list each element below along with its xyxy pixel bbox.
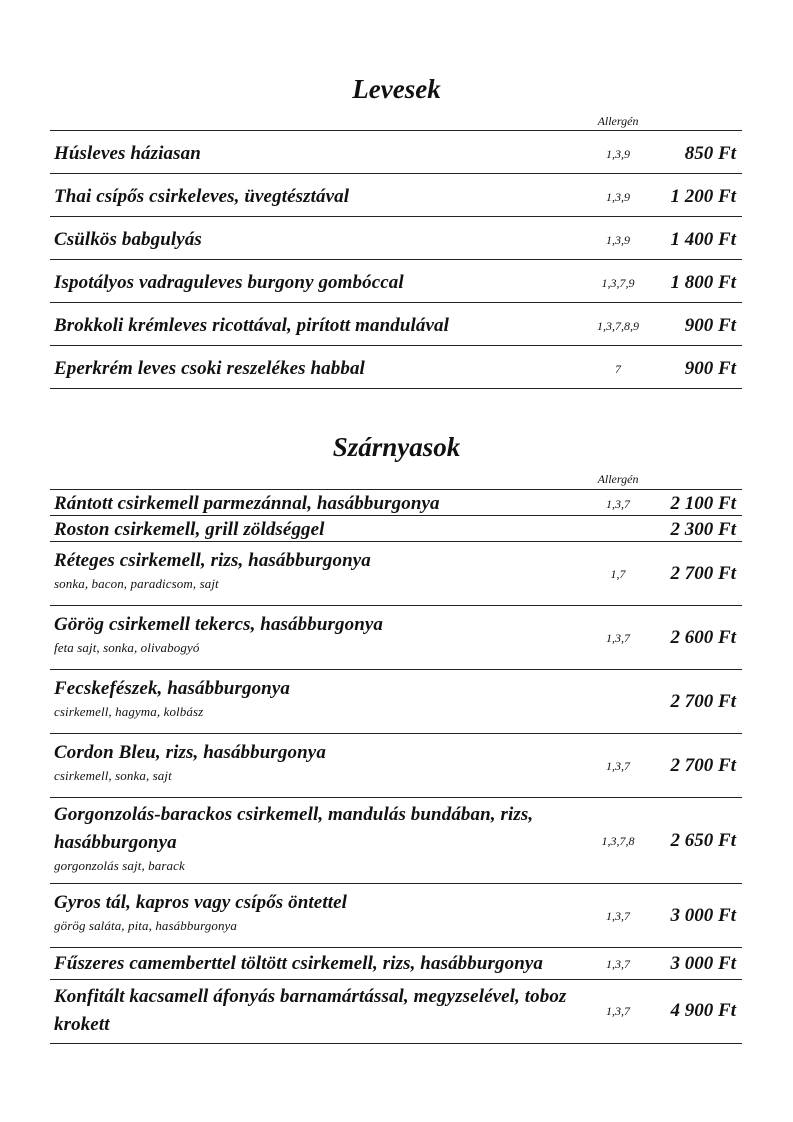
dish-price: 2 700 Ft (670, 755, 736, 776)
allergen-codes: 1,3,9 (606, 147, 630, 161)
allergen-header: Allergén (597, 114, 639, 128)
menu-row (50, 516, 742, 542)
dish-title: Cordon Bleu, rizs, hasábburgonya (54, 742, 326, 763)
dish-description: görög saláta, pita, hasábburgonya (54, 918, 238, 933)
dish-title: Réteges csirkemell, rizs, hasábburgonya (54, 550, 371, 571)
allergen-codes: 1,3,7,8,9 (597, 319, 639, 333)
allergen-header: Allergén (597, 472, 639, 486)
menu-row (50, 884, 742, 948)
menu-row (50, 303, 742, 346)
dish-description: gorgonzolás sajt, barack (54, 858, 185, 873)
dish-name (54, 675, 584, 721)
dish-description: feta sajt, sonka, olivabogyó (54, 640, 200, 655)
dish-title: Gyros tál, kapros vagy csípős öntettel (54, 892, 348, 913)
dish-name: Csülkös babgulyás (54, 229, 202, 250)
allergen-codes: 1,7 (610, 567, 626, 581)
menu-row (50, 670, 742, 734)
dish-name: Fűszeres camemberttel töltött csirkemell, rizs, hasábburgonya (54, 953, 544, 974)
menu-row (50, 606, 742, 670)
dish-title: Görög csirkemell tekercs, hasábburgonya (54, 614, 384, 635)
dish-name (54, 801, 584, 875)
dish-title: Fecskefészek, hasábburgonya (54, 678, 290, 699)
menu-row (50, 542, 742, 606)
dish-price: 2 650 Ft (670, 830, 736, 851)
menu-table-szarnyasok (50, 489, 742, 1044)
allergen-codes: 1,3,7 (606, 957, 630, 971)
allergen-codes: 1,3,7,8 (601, 834, 635, 848)
allergen-codes: 1,3,7 (606, 909, 630, 923)
dish-price: 2 100 Ft (670, 493, 736, 514)
allergen-codes: 1,3,7 (606, 497, 630, 511)
menu-row (50, 490, 742, 516)
menu-row (50, 734, 742, 798)
dish-price: 3 000 Ft (670, 953, 736, 974)
menu-row (50, 346, 742, 389)
dish-name: Rántott csirkemell parmezánnal, hasábburgonya (54, 493, 440, 514)
menu-table-levesek (50, 130, 742, 389)
allergen-codes: 1,3,9 (606, 190, 630, 204)
dish-price: 4 900 Ft (670, 1000, 736, 1021)
dish-name: Roston csirkemell, grill zöldséggel (54, 519, 325, 540)
dish-price: 2 700 Ft (670, 691, 736, 712)
dish-description: csirkemell, hagyma, kolbász (54, 704, 204, 719)
dish-price: 2 300 Ft (670, 519, 736, 540)
dish-name (54, 611, 584, 657)
dish-price: 900 Ft (684, 358, 736, 379)
allergen-codes: 1,3,7 (606, 759, 630, 773)
dish-price: 850 Ft (684, 143, 736, 164)
allergen-codes: 7 (615, 362, 621, 376)
dish-price: 1 400 Ft (670, 229, 736, 250)
dish-name (54, 889, 584, 935)
dish-price: 1 200 Ft (670, 186, 736, 207)
menu-row (50, 131, 742, 174)
dish-title: Gorgonzolás-barackos csirkemell, mandulás bundában, rizs, hasábburgonya (54, 804, 534, 853)
allergen-codes: 1,3,7,9 (601, 276, 635, 290)
dish-price: 2 600 Ft (670, 627, 736, 648)
menu-row (50, 798, 742, 884)
dish-name: Konfitált kacsamell áfonyás barnamártással, megyzselével, toboz krokett (54, 986, 567, 1035)
dish-description: csirkemell, sonka, sajt (54, 768, 172, 783)
dish-name: Ispotályos vadraguleves burgony gombóccal (54, 272, 404, 293)
dish-description: sonka, bacon, paradicsom, sajt (54, 576, 219, 591)
menu-row (50, 174, 742, 217)
dish-name: Brokkoli krémleves ricottával, pirított mandulával (54, 315, 450, 336)
dish-name: Húsleves háziasan (54, 143, 201, 164)
allergen-codes: 1,3,9 (606, 233, 630, 247)
section-title-szarnyasok: Szárnyasok (332, 432, 461, 462)
dish-name: Eperkrém leves csoki reszelékes habbal (54, 358, 365, 379)
dish-price: 2 700 Ft (670, 563, 736, 584)
dish-price: 1 800 Ft (670, 272, 736, 293)
dish-name (54, 547, 584, 593)
dish-price: 900 Ft (684, 315, 736, 336)
dish-name (54, 739, 584, 785)
dish-price: 3 000 Ft (670, 905, 736, 926)
section-title-levesek: Levesek (352, 74, 441, 104)
menu-row (50, 948, 742, 980)
menu-row (50, 217, 742, 260)
menu-row (50, 980, 742, 1044)
allergen-codes: 1,3,7 (606, 631, 630, 645)
allergen-codes: 1,3,7 (606, 1004, 630, 1018)
menu-row (50, 260, 742, 303)
dish-name: Thai csípős csirkeleves, üvegtésztával (54, 186, 350, 207)
